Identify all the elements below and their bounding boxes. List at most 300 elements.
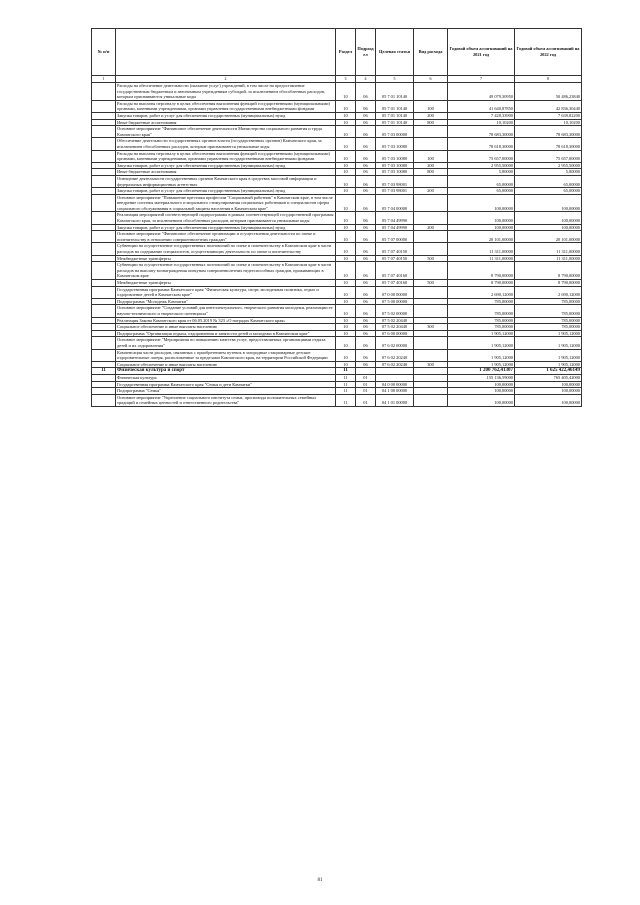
row-value-2022: 65,00000 (515, 175, 582, 187)
table-body (92, 83, 582, 407)
row-exptype (414, 337, 448, 349)
row-name: Социальное обеспечение и иные выплаты населению (116, 361, 336, 368)
row-subsection: 06 (356, 231, 376, 243)
row-exptype: 300 (414, 324, 448, 331)
row-target: 05 7 01 10140 (376, 100, 414, 112)
row-exptype (414, 305, 448, 317)
row-value-2021: 785,00000 (448, 324, 515, 331)
row-value-2021: 100,00000 (448, 381, 515, 388)
row-subsection: 06 (356, 255, 376, 262)
row-value-2021: 65,00000 (448, 188, 515, 195)
row-section: 11 (336, 381, 356, 388)
row-target: 05 7 07 40150 (376, 255, 414, 262)
row-section: 10 (336, 100, 356, 112)
row-exptype: 200 (414, 162, 448, 169)
table-row (92, 349, 582, 361)
row-value-2022: 100,00000 (515, 194, 582, 212)
row-subsection: 06 (356, 119, 376, 126)
table-row (92, 255, 582, 262)
row-value-2022: 1 625 422,46149 (515, 368, 582, 375)
row-number (92, 324, 116, 331)
row-target: 05 7 07 00000 (376, 231, 414, 243)
header-subsection: Подраздел (356, 29, 376, 76)
row-number (92, 394, 116, 406)
row-exptype (414, 243, 448, 255)
row-section: 10 (336, 330, 356, 337)
row-subsection: 01 (356, 388, 376, 395)
row-name: Подпрограмма "Семья" (116, 388, 336, 395)
row-value-2021: 100,00000 (448, 194, 515, 212)
row-number (92, 317, 116, 324)
row-value-2022: 785,00000 (515, 317, 582, 324)
row-subsection: 06 (356, 138, 376, 150)
row-value-2022: 65,00000 (515, 188, 582, 195)
row-section: 10 (336, 169, 356, 176)
row-target: 05 7 04 00000 (376, 194, 414, 212)
row-subsection: 06 (356, 194, 376, 212)
col-number: 2 (116, 76, 336, 83)
row-target: 05 7 03 10080 (376, 169, 414, 176)
row-subsection: 06 (356, 262, 376, 280)
row-number (92, 188, 116, 195)
row-value-2021: 2 955,50000 (448, 162, 515, 169)
row-value-2022: 78 618,30000 (515, 138, 582, 150)
table-row (92, 175, 582, 187)
row-value-2021: 41 640,87850 (448, 100, 515, 112)
row-value-2022: 1 905,12000 (515, 361, 582, 368)
row-section: 10 (336, 280, 356, 287)
row-number (92, 337, 116, 349)
row-exptype (414, 317, 448, 324)
row-exptype (414, 194, 448, 212)
row-number (92, 361, 116, 368)
row-name: Государственная программа Камчатского края "Физическая культура, спорт, молодежная политика, отдых и оздоровление детей в Камчатском крае" (116, 286, 336, 298)
row-value-2022: 765 405,42000 (515, 374, 582, 381)
row-value-2021: 10,10200 (448, 119, 515, 126)
row-target: 07 5 00 00000 (376, 298, 414, 305)
table-row (92, 100, 582, 112)
row-exptype (414, 138, 448, 150)
row-section: 10 (336, 349, 356, 361)
row-exptype (414, 368, 448, 375)
row-subsection: 06 (356, 100, 376, 112)
row-section: 10 (336, 224, 356, 231)
table-row (92, 83, 582, 101)
row-number (92, 100, 116, 112)
row-name: Субвенции на осуществление государственных полномочий по опеке и попечительству в Камчатском крае в части расходов на выплату вознаграждения опекунам совершеннолетних недееспособных граждан, проживающих в Камчатском крае (116, 262, 336, 280)
row-value-2021: 155 136,59000 (448, 374, 515, 381)
table-row (92, 112, 582, 119)
row-value-2022: 100,00000 (515, 388, 582, 395)
header-target: Целевая статья (376, 29, 414, 76)
row-exptype (414, 349, 448, 361)
row-name: Основное мероприятие "Создание условий для интеллектуального, творческого развития молодежи, реализации ее научно-технического и творческого потенциала" (116, 305, 336, 317)
row-value-2021: 785,00000 (448, 317, 515, 324)
row-value-2022: 8 790,00000 (515, 262, 582, 280)
table-row (92, 150, 582, 162)
row-subsection: 06 (356, 175, 376, 187)
row-value-2022: 42 836,30440 (515, 100, 582, 112)
row-value-2021: 78 683,30000 (448, 126, 515, 138)
row-exptype (414, 330, 448, 337)
row-number (92, 305, 116, 317)
row-value-2022: 100,00000 (515, 212, 582, 224)
row-number (92, 231, 116, 243)
row-name: Закупка товаров, работ и услуг для обеспечения государственных (муниципальных) нужд (116, 162, 336, 169)
row-value-2022: 100,00000 (515, 224, 582, 231)
row-subsection: 06 (356, 298, 376, 305)
row-name: Субвенции на осуществление государственных полномочий по опеке и попечительству в Камчатском крае в части расходов на содержание специалистов, осуществляющих деятельность по опеке и попечительству (116, 243, 336, 255)
row-value-2021: 100,00000 (448, 388, 515, 395)
row-section: 10 (336, 298, 356, 305)
table-row (92, 126, 582, 138)
header-2022: Годовой объем ассигнований на 2022 год (515, 29, 582, 76)
row-name: Обеспечение деятельности государственных органов власти (государственных органов) Камчатского края, за исключением обособленных расходов, которым присваиваются уникальные коды (116, 138, 336, 150)
row-subsection: 06 (356, 169, 376, 176)
col-number: 3 (336, 76, 356, 83)
row-section: 11 (336, 374, 356, 381)
row-value-2021: 100,00000 (448, 212, 515, 224)
row-section: 10 (336, 126, 356, 138)
row-value-2022: 10,10200 (515, 119, 582, 126)
row-number (92, 212, 116, 224)
row-name: Иные бюджетные ассигнования (116, 119, 336, 126)
col-number: 6 (414, 76, 448, 83)
row-value-2021: 100,00000 (448, 224, 515, 231)
row-value-2022: 1 905,12000 (515, 330, 582, 337)
row-value-2021: 100,00000 (448, 394, 515, 406)
row-value-2022: 100,00000 (515, 381, 582, 388)
table-row (92, 298, 582, 305)
table-row (92, 169, 582, 176)
row-number: 11 (92, 368, 116, 375)
row-number (92, 374, 116, 381)
row-subsection: 06 (356, 212, 376, 224)
row-section: 10 (336, 119, 356, 126)
row-value-2022: 1 905,12000 (515, 337, 582, 349)
row-number (92, 83, 116, 101)
row-number (92, 119, 116, 126)
row-section: 10 (336, 231, 356, 243)
row-section: 10 (336, 243, 356, 255)
row-value-2021: 1 905,12000 (448, 337, 515, 349)
row-subsection: 06 (356, 330, 376, 337)
row-section: 10 (336, 324, 356, 331)
row-exptype (414, 381, 448, 388)
row-name: Закупка товаров, работ и услуг для обеспечения государственных (муниципальных) нужд (116, 112, 336, 119)
row-target: 05 7 01 10140 (376, 83, 414, 101)
row-number (92, 381, 116, 388)
row-value-2022: 78 683,30000 (515, 126, 582, 138)
row-subsection: 06 (356, 324, 376, 331)
table-row (92, 381, 582, 388)
row-name: Реализация Закона Камчатского края от 06.05.2019 № 323 «О наградах Камчатского края» (116, 317, 336, 324)
row-section: 10 (336, 138, 356, 150)
row-name: Освещение деятельности государственных органов Камчатского края в средствах массовой информации и федеральных информационных агентствах (116, 175, 336, 187)
row-name: Физическая культура и спорт (116, 368, 336, 375)
row-number (92, 298, 116, 305)
row-value-2021: 75 657,00000 (448, 150, 515, 162)
row-subsection: 06 (356, 305, 376, 317)
row-value-2021: 49 079,30950 (448, 83, 515, 101)
header-name (116, 29, 336, 76)
row-exptype (414, 231, 448, 243)
row-exptype: 800 (414, 119, 448, 126)
column-number-row (92, 76, 582, 83)
row-subsection: 06 (356, 317, 376, 324)
row-target: 04 1 00 00000 (376, 388, 414, 395)
row-subsection: 06 (356, 286, 376, 298)
table-row (92, 280, 582, 287)
row-target: 05 7 04 49990 (376, 224, 414, 231)
row-name: Межбюджетные трансферты (116, 280, 336, 287)
row-value-2021: 2 690,12000 (448, 286, 515, 298)
row-subsection: 06 (356, 112, 376, 119)
row-number (92, 138, 116, 150)
row-exptype (414, 212, 448, 224)
row-value-2022: 785,00000 (515, 324, 582, 331)
row-section: 10 (336, 175, 356, 187)
row-name: Закупка товаров, работ и услуг для обеспечения государственных (муниципальных) нужд (116, 224, 336, 231)
row-value-2021: 1 200 762,41307 (448, 368, 515, 375)
row-value-2022: 2 690,12000 (515, 286, 582, 298)
row-section: 10 (336, 194, 356, 212)
row-value-2022: 1 905,12000 (515, 349, 582, 361)
row-subsection: 06 (356, 280, 376, 287)
row-number (92, 349, 116, 361)
table-row (92, 243, 582, 255)
row-number (92, 330, 116, 337)
row-subsection: 06 (356, 162, 376, 169)
row-number (92, 255, 116, 262)
table-row (92, 330, 582, 337)
row-value-2022: 11 311,00000 (515, 255, 582, 262)
table-row (92, 188, 582, 195)
row-name: Основное мероприятие "Мероприятия по повышению качества услуг, предоставляемых организациями отдыха детей и их оздоровления" (116, 337, 336, 349)
row-subsection: 06 (356, 83, 376, 101)
row-value-2021: 78 618,30000 (448, 138, 515, 150)
row-subsection: 06 (356, 126, 376, 138)
row-name: Межбюджетные трансферты (116, 255, 336, 262)
table-row (92, 361, 582, 368)
row-number (92, 224, 116, 231)
row-target: 07 6 02 20240 (376, 361, 414, 368)
row-value-2021: 11 311,00000 (448, 255, 515, 262)
row-number (92, 112, 116, 119)
row-exptype: 800 (414, 169, 448, 176)
table-row (92, 138, 582, 150)
row-target: 07 5 02 00000 (376, 305, 414, 317)
row-exptype (414, 83, 448, 101)
row-subsection: 06 (356, 150, 376, 162)
row-value-2021: 5,80000 (448, 169, 515, 176)
table-row (92, 337, 582, 349)
row-name: Расходы на обеспечение деятельности (оказание услуг) учреждений, в том числе на предоставление государственным бюджетным и автономным учреждениям субсидий, за исключением обособленных расходов, которым присваиваются уникальные коды (116, 83, 336, 101)
row-value-2022: 7 639,82200 (515, 112, 582, 119)
row-subsection: 06 (356, 243, 376, 255)
row-subsection (356, 368, 376, 375)
row-section: 10 (336, 83, 356, 101)
row-number (92, 286, 116, 298)
col-number: 5 (376, 76, 414, 83)
row-exptype: 100 (414, 100, 448, 112)
row-exptype (414, 126, 448, 138)
row-target: 05 7 07 40150 (376, 243, 414, 255)
header-no: № п/п (92, 29, 116, 76)
page-number: 81 (317, 878, 323, 883)
row-target: 05 7 07 40160 (376, 262, 414, 280)
row-name: Закупка товаров, работ и услуг для обеспечения государственных (муниципальных) нужд (116, 188, 336, 195)
row-target: 07 0 00 00000 (376, 286, 414, 298)
row-exptype (414, 374, 448, 381)
table-header-row (92, 29, 582, 76)
row-name: Физическая культура (116, 374, 336, 381)
row-target: 05 7 03 10080 (376, 138, 414, 150)
table-row (92, 388, 582, 395)
row-target (376, 368, 414, 375)
row-value-2022: 785,00000 (515, 305, 582, 317)
row-value-2021: 1 905,12000 (448, 349, 515, 361)
row-target: 05 7 03 10080 (376, 162, 414, 169)
row-exptype: 100 (414, 150, 448, 162)
table-row (92, 262, 582, 280)
row-target: 07 5 02 20440 (376, 317, 414, 324)
row-target: 07 6 00 00000 (376, 330, 414, 337)
table-row (92, 374, 582, 381)
table-row (92, 224, 582, 231)
row-section: 10 (336, 150, 356, 162)
col-number: 8 (515, 76, 582, 83)
row-value-2022: 11 311,00000 (515, 243, 582, 255)
row-number (92, 194, 116, 212)
row-section: 11 (336, 368, 356, 375)
row-section: 10 (336, 212, 356, 224)
row-value-2021: 8 790,00000 (448, 280, 515, 287)
row-target: 07 6 02 20240 (376, 349, 414, 361)
row-name: Основное мероприятие "Укрепление социального института семьи, пропаганда положительных семейных традиций и семейных ценностей и ответственного родительства" (116, 394, 336, 406)
row-section: 10 (336, 255, 356, 262)
table-row (92, 317, 582, 324)
header-2021: Годовой объем ассигнований на 2021 год (448, 29, 515, 76)
budget-table (91, 28, 582, 407)
row-name: Иные бюджетные ассигнования (116, 169, 336, 176)
row-target: 04 0 00 00000 (376, 381, 414, 388)
row-subsection: 06 (356, 361, 376, 368)
row-target: 04 1 01 00000 (376, 394, 414, 406)
row-section: 11 (336, 388, 356, 395)
row-value-2021: 1 905,12000 (448, 330, 515, 337)
row-section: 10 (336, 262, 356, 280)
row-exptype (414, 262, 448, 280)
table-row (92, 394, 582, 406)
row-value-2021: 1 905,12000 (448, 361, 515, 368)
row-target: 05 7 01 10140 (376, 119, 414, 126)
row-name: Социальное обеспечение и иные выплаты населению (116, 324, 336, 331)
row-name: Основное мероприятие "Повышение престижа профессии "Социальный работник" в Камчатском крае, в том числе внедрение системы материального и морального стимулирования социальных работников и специалистов сферы социального обслуживания в социальной защиты населения в Камчатском крае" (116, 194, 336, 212)
row-target: 05 7 03 10080 (376, 150, 414, 162)
row-name: Основное мероприятие "Финансовое обеспечение деятельности Министерства социального развития и труда Камчатского края" (116, 126, 336, 138)
row-name: Компенсация части расходов, связанных с приобретением путевок в загородные стационарные детские оздоровительные лагеря, расположенные за пределами Камчатского края, на территории Российской Федерации (116, 349, 336, 361)
row-exptype (414, 175, 448, 187)
col-number: 1 (92, 76, 116, 83)
row-target: 05 7 01 10140 (376, 112, 414, 119)
row-exptype (414, 394, 448, 406)
row-value-2022: 8 790,00000 (515, 280, 582, 287)
row-number (92, 388, 116, 395)
row-name: Реализация мероприятий соответствующей подпрограммы в рамках соответствующей государственной программы Камчатского края, за исключением обособленных расходов, которым присваиваются уникальные коды (117, 212, 334, 224)
row-name: Государственная программа Камчатского края "Семья и дети Камчатки" (116, 381, 336, 388)
budget-table-container (91, 28, 581, 407)
row-section: 10 (336, 305, 356, 317)
row-name: Расходы на выплаты персоналу в целях обеспечения выполнения функций государственными (муниципальными) органами, казенными учреждениями, органами управления государственными внебюджетными фондами (116, 100, 336, 112)
table-row (92, 212, 582, 224)
col-number: 7 (448, 76, 515, 83)
row-value-2021: 65,00000 (448, 175, 515, 187)
row-exptype: 500 (414, 255, 448, 262)
row-number (92, 126, 116, 138)
row-value-2021: 785,00000 (448, 305, 515, 317)
row-section: 10 (336, 337, 356, 349)
row-number (92, 262, 116, 280)
row-section: 10 (336, 162, 356, 169)
row-section: 10 (336, 317, 356, 324)
row-subsection: 01 (356, 374, 376, 381)
row-value-2022: 50 486,23840 (515, 83, 582, 101)
row-number (92, 243, 116, 255)
row-exptype: 200 (414, 224, 448, 231)
row-exptype: 500 (414, 280, 448, 287)
row-number (92, 162, 116, 169)
row-name: Подпрограмма "Организация отдыха, оздоровления и занятости детей и молодежи в Камчатском крае" (116, 330, 336, 337)
row-value-2022: 75 657,00000 (515, 150, 582, 162)
row-value-2021: 8 790,00000 (448, 262, 515, 280)
table-row (92, 324, 582, 331)
row-value-2021: 11 311,00000 (448, 243, 515, 255)
row-value-2022: 100,00000 (515, 394, 582, 406)
row-target: 05 7 03 98001 (376, 175, 414, 187)
row-number (92, 175, 116, 187)
row-exptype (414, 298, 448, 305)
header-exptype: Вид расхода (414, 29, 448, 76)
row-exptype: 300 (414, 361, 448, 368)
table-row (92, 368, 582, 375)
row-exptype (414, 388, 448, 395)
row-target (376, 374, 414, 381)
row-subsection: 06 (356, 188, 376, 195)
row-number (92, 280, 116, 287)
row-subsection: 06 (356, 349, 376, 361)
table-row (92, 194, 582, 212)
row-value-2022: 5,80000 (515, 169, 582, 176)
row-subsection: 01 (356, 394, 376, 406)
row-target: 05 7 03 98001 (376, 188, 414, 195)
row-exptype: 200 (414, 112, 448, 119)
row-value-2022: 2 955,50000 (515, 162, 582, 169)
row-target: 07 5 02 20440 (376, 324, 414, 331)
row-value-2022: 785,00000 (515, 298, 582, 305)
row-exptype (414, 286, 448, 298)
table-row (92, 305, 582, 317)
row-name: Основное мероприятие "Финансовое обеспечение организации и осуществления деятельности по опеке и попечительству в отношении совершеннолетних граждан" (116, 231, 336, 243)
table-row (92, 162, 582, 169)
row-section: 10 (336, 286, 356, 298)
row-section: 10 (336, 112, 356, 119)
row-number (92, 169, 116, 176)
table-row (92, 231, 582, 243)
row-name: Расходы на выплаты персоналу в целях обеспечения выполнения функций государственными (муниципальными) органами, казенными учреждениями, органами управления государственными внебюджетными фондами (116, 150, 336, 162)
row-section: 10 (336, 188, 356, 195)
row-exptype: 200 (414, 188, 448, 195)
